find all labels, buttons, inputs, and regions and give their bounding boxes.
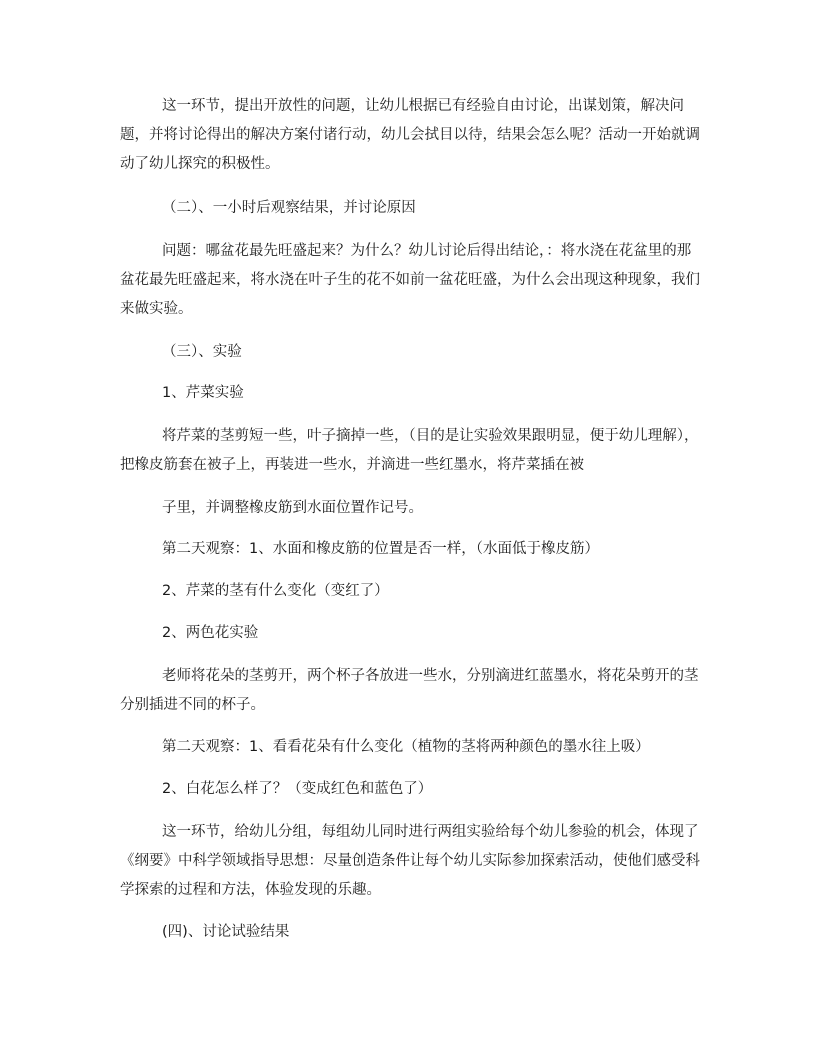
paragraph-celery-method: 将芹菜的茎剪短一些，叶子摘掉一些，（目的是让实验效果跟明显，便于幼儿理解），把橡皮筋套在被子上，再装进一些水，并滴进一些红墨水，将芹菜插在被 [120,428,699,473]
paragraph-intro-reflection: 这一环节，提出开放性的问题，让幼儿根据已有经验自由讨论，出谋划策，解决问题，并将讨论得出的解决方案付诸行动，幼儿会拭目以待，结果会怎么呢？活动一开始就调动了幼儿探究的积极性。 [120,98,700,172]
observation-day2-1: 第二天观察：1、水面和橡皮筋的位置是否一样，（水面低于橡皮筋） [162,541,599,557]
section-heading-4: (四)、讨论试验结果 [162,924,290,940]
experiment-1-heading: 1、芹菜实验 [162,385,244,401]
observation-day2-2: 2、芹菜的茎有什么变化（变红了） [162,583,389,599]
observation-flower-1: 第二天观察：1、看看花朵有什么变化（植物的茎将两种颜色的墨水往上吸） [162,739,650,755]
experiment-2-heading: 2、两色花实验 [162,625,259,641]
observation-flower-2: 2、白花怎么样了？（变成红色和蓝色了） [162,781,433,797]
paragraph-two-color-method: 老师将花朵的茎剪开，两个杯子各放进一些水，分别滴进红蓝墨水，将花朵剪开的茎分别插进不同的杯子。 [120,668,699,713]
paragraph-grouping-reflection: 这一环节，给幼儿分组，每组幼儿同时进行两组实验给每个幼儿参验的机会，体现了《纲要》中科学领域指导思想：尽量创造条件让每个幼儿实际参加探索活动，使他们感受科学探索的过程和方法，体验发现的乐趣。 [120,824,700,898]
paragraph-question: 问题：哪盆花最先旺盛起来？为什么？幼儿讨论后得出结论，：将水浇在花盆里的那盆花最先旺盛起来，将水浇在叶子生的花不如前一盆花旺盛，为什么会出现这种现象，我们来做实验。 [120,243,700,317]
section-heading-3: （三）、实验 [162,344,242,360]
paragraph-celery-marking: 子里，并调整橡皮筋到水面位置作记号。 [162,500,423,516]
section-heading-2: （二）、一小时后观察结果，并讨论原因 [162,200,416,216]
